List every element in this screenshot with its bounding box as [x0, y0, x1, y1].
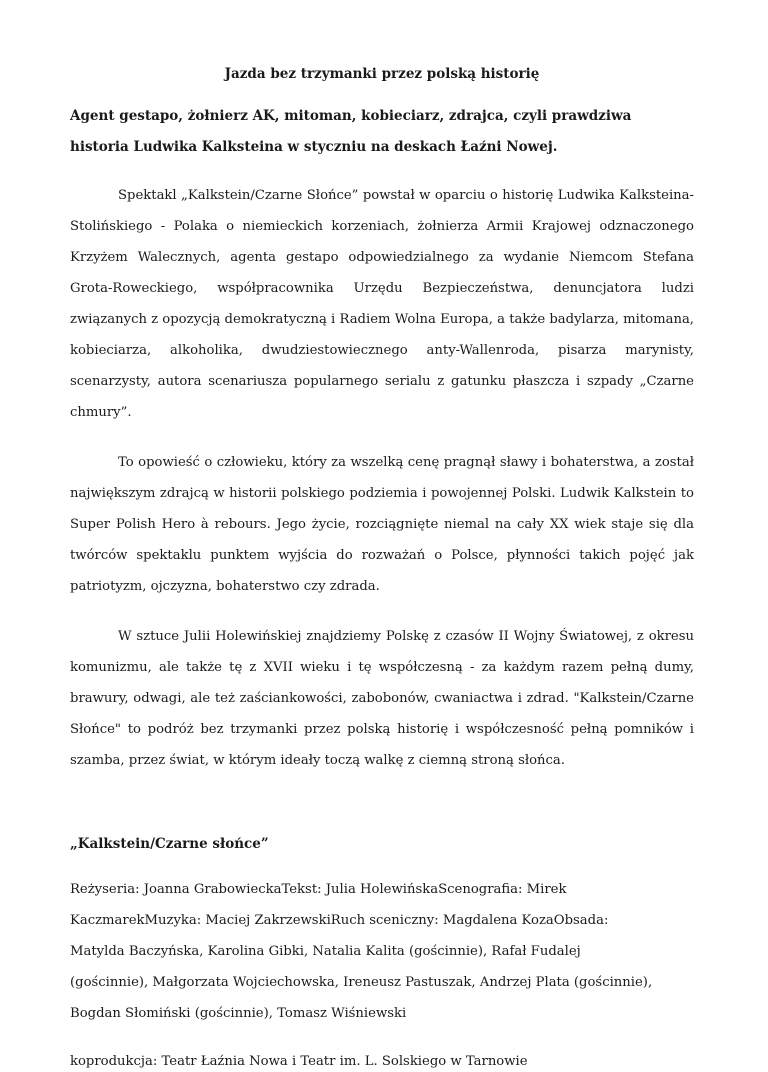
lead-paragraph: Agent gestapo, żołnierz AK, mitoman, kobieciarz, zdrajca, czyli prawdziwa historia Ludwika Kalksteina w styczniu na deskach Łaźni Nowej.	[70, 108, 632, 155]
credits-paragraph: Reżyseria: Joanna GrabowieckaTekst: Julia HolewińskaScenografia: Mirek KaczmarekMuzyka: Maciej ZakrzewskiRuch sceniczny: Magdalena KozaObsada: Matylda Baczyńska, Karolina Gibki, Natalia Kalita (gościnnie), Rafał Fudalej (gościnnie), Małgorzata Wojciechowska, Ireneusz Pastuszak, Andrzej Plata (gościnnie), Bogdan Słomiński (gościnnie), Tomasz Wiśniewski	[70, 882, 653, 1021]
document-page	[70, 64, 694, 1072]
coproduction-line: koprodukcja: Teatr Łaźnia Nowa i Teatr im. L. Solskiego w Tarnowie	[70, 1054, 528, 1069]
document-title: Jazda bez trzymanki przez polską historię	[224, 66, 540, 82]
body-paragraph-1: Spektakl „Kalkstein/Czarne Słońce” powstał w oparciu o historię Ludwika Kalksteina-Stolińskiego - Polaka o niemieckich korzeniach, żołnierza Armii Krajowej odznaczonego Krzyżem Walecznych, agenta gestapo odpowiedzialnego za wydanie Niemcom Stefana Grota-Roweckiego, współpracownika Urzędu Bezpieczeństwa, denuncjatora ludzi związanych z opozycją demokratyczną i Radiem Wolna Europa, a także badylarza, mitomana, kobieciarza, alkoholika, dwudziestowiecznego anty-Wallenroda, pisarza marynisty, scenarzysty, autora scenariusza popularnego serialu z gatunku płaszcza i szpady „Czarne chmury”.	[70, 188, 694, 420]
body-paragraph-2: To opowieść o człowieku, który za wszelką cenę pragnął sławy i bohaterstwa, a został największym zdrajcą w historii polskiego podziemia i powojennej Polski. Ludwik Kalkstein to Super Polish Hero à rebours. Jego życie, rozciągnięte niemal na cały XX wiek staje się dla twórców spektaklu punktem wyjścia do rozważań o Polsce, płynności takich pojęć jak patriotyzm, ojczyzna, bohaterstwo czy zdrada.	[70, 455, 694, 594]
play-subtitle: „Kalkstein/Czarne słońce”	[70, 836, 269, 852]
body-paragraph-3: W sztuce Julii Holewińskiej znajdziemy Polskę z czasów II Wojny Światowej, z okresu komunizmu, ale także tę z XVII wieku i tę współczesną - za każdym razem pełną dumy, brawury, odwagi, ale też zaściankowości, zabobonów, cwaniactwa i zdrad. "Kalkstein/Czarne Słońce" to podróż bez trzymanki przez polską historię i współczesność pełną pomników i szamba, przez świat, w którym ideały toczą walkę z ciemną stroną słońca.	[70, 629, 694, 768]
